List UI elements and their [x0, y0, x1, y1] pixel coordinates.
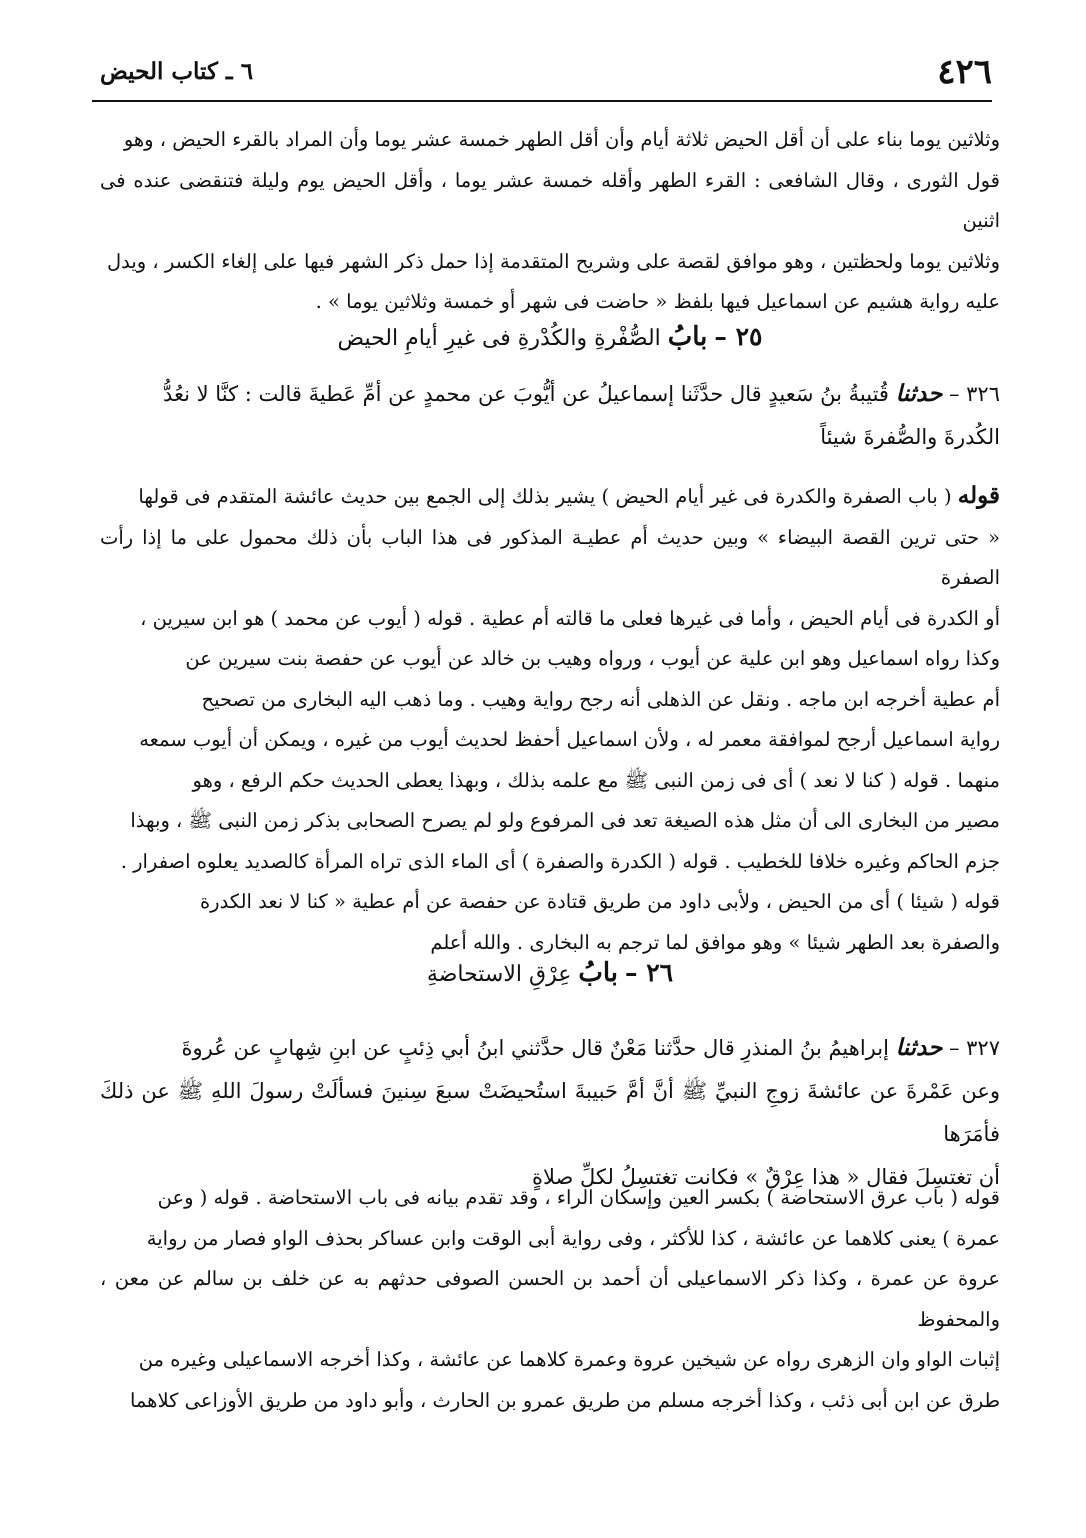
commentary-326: [100, 476, 1000, 963]
text-line: عمرة ) يعنى كلاهما عن عائشة ، كذا للأكثر ، وفى رواية أبى الوقت وابن عساكر بحذف الواو فصار من رواية: [146, 1226, 1000, 1250]
header-rule: [92, 100, 992, 102]
haddathana-label: حدثنا: [895, 380, 943, 407]
hadith-line: الكُدرةَ والصُّفرةَ شيئاً: [820, 425, 1000, 449]
haddathana-label: حدثنا: [895, 1034, 943, 1061]
section-number: ٢٦ –: [625, 958, 674, 987]
text-line: إثبات الواو وان الزهرى رواه عن شيخين عروة وعمرة كلاهما عن عائشة ، وكذا أخرجه الاسماعيلى وغيره من: [138, 1348, 1000, 1371]
section-title: الصُّفْرةِ والكُدْرةِ فى غيرِ أيامِ الحيض: [337, 326, 661, 351]
text-line: عروة عن عمرة ، وكذا ذكر الاسماعيلى أن أحمد بن الحسن الصوفى حدثهم به عن خلف بن سالم عن معن ، والمحفوظ: [100, 1267, 1000, 1331]
text-line: « حتى ترين القصة البيضاء » وبين حديث أم عطيـة المذكور فى هذا الباب بأن ذلك محمول على ما إذا رأت الصفرة: [100, 525, 1000, 589]
hadith-327: [100, 1026, 1000, 1199]
section-number: ٢٥ –: [714, 322, 763, 351]
text-line: أو الكدرة فى أيام الحيض ، وأما فى غيرها فعلى ما قالته أم عطية . قوله ( أيوب عن محمد ) هو ابن سيرين ،: [140, 606, 1000, 630]
text-line: وثلاثين يوما بناء على أن أقل الحيض ثلاثة أيام وأن أقل الطهر خمسة عشر يوما وأن المراد بالقرء الحيض ، وهو: [123, 128, 1000, 151]
text-line: أم عطية أخرجه ابن ماجه . ونقل عن الذهلى أنه رجح رواية وهيب . وما ذهب اليه البخارى من تصحيح: [201, 687, 1000, 711]
hadith-line: [100, 1026, 1000, 1070]
text-segment: ( باب الصفرة والكدرة فى غير أيام الحيض ) يشير بذلك إلى الجمع بين حديث عائشة المتقدم فى قولها: [138, 485, 952, 508]
text-line: قول الثورى ، وقال الشافعى : القرء الطهر وأقله خمسة عشر يوما ، وأقل الحيض يوم وليلة فتنقضى عنده فى اثنين: [100, 168, 1000, 232]
text-line: رواية اسماعيل أرجح لموافقة معمر له ، ولأن اسماعيل أحفظ لحديث أيوب من غيره ، ويمكن أن أيوب سمعه: [139, 728, 1000, 751]
text-line: عليه رواية هشيم عن اسماعيل فيها بلفظ « حاضت فى شهر أو خمسة وثلاثين يوما » .: [315, 290, 1000, 313]
hadith-line: وعن عَمْرةَ عن عائشةَ زوجِ النبيِّ ﷺ أنَّ أمَّ حَبيبةَ استُحيضَتْ سبعَ سِنينَ فسألَتْ رسولَ اللهِ ﷺ عن ذلكَ فأمَرَها: [100, 1079, 1000, 1146]
section-heading-26: [100, 958, 1000, 988]
text-line: قوله ( باب عرق الاستحاضة ) بكسر العين وإسكان الراء ، وقد تقدم بيانه فى باب الاستحاضة . قوله ( وعن: [157, 1186, 1000, 1209]
hadith-line: أن تغتسِلَ فقال « هذا عِرْقٌ » فكانت تغتسِلُ لكلِّ صلاةٍ: [531, 1165, 1000, 1189]
page-number: ٤٢٦: [937, 52, 992, 92]
bab-label: بابُ: [667, 322, 708, 352]
text-line: وثلاثين يوما ولحظتين ، وهو موافق لقصة على وشريح المتقدمة إذا حمل ذكر الشهر فيها على إلغاء الكسر ، ويدل: [106, 249, 1000, 273]
section-title: عِرْقِ الاستحاضةِ: [426, 962, 572, 987]
text-line: طرق عن ابن أبى ذئب ، وكذا أخرجه مسلم من طريق عمرو بن الحارث ، وأبو داود من طريق الأوزاعى كلاهما: [129, 1388, 1000, 1412]
text-line: جزم الحاكم وغيره خلافا للخطيب . قوله ( الكدرة والصفرة ) أى الماء الذى تراه المرأة كالصديد يعلوه اصفرار .: [120, 849, 1000, 873]
commentary-327: [100, 1178, 1000, 1421]
hadith-text: إبراهيمُ بنُ المنذرِ قال حدَّثنا مَعْنٌ قال حدَّثني ابنُ أبي ذِئبٍ عن ابنِ شِهابٍ عن عُروةَ: [181, 1036, 889, 1060]
intro-paragraph: [100, 120, 1000, 323]
bab-label: بابُ: [578, 958, 618, 988]
text-line: مصير من البخارى الى أن مثل هذه الصيغة تعد فى المرفوع ولو لم يصرح الصحابى بذكر زمن النبى ﷺ ، وبهذا: [130, 809, 1000, 832]
book-title: ٦ ـ كتاب الحيض: [100, 58, 254, 85]
hadith-326: [100, 372, 1000, 459]
section-heading-25: [100, 322, 1000, 352]
hadith-line: [100, 372, 1000, 416]
page-header: [92, 52, 992, 98]
qawluh-label: قوله: [957, 482, 1000, 509]
text-line: قوله ( شيئا ) أى من الحيض ، ولأبى داود من طريق قتادة عن حفصة عن أم عطية « كنا لا نعد الكدرة: [199, 890, 1000, 913]
text-line: والصفرة بعد الطهر شيئا » وهو موافق لما ترجم به البخارى . والله أعلم: [430, 930, 1000, 954]
hadith-number: ٣٢٧ –: [948, 1036, 1000, 1060]
text-line: منهما . قوله ( كنا لا نعد ) أى فى زمن النبى ﷺ مع علمه بذلك ، وبهذا يعطى الحديث حكم الرفع ، وهو: [192, 768, 1000, 792]
hadith-number: ٣٢٦ –: [948, 382, 1000, 406]
text-line: [100, 476, 1000, 518]
hadith-text: قُتيبةُ بنُ سَعيدٍ قال حدَّثَنا إسماعيلُ عن أيُّوبَ عن محمدٍ عن أمِّ عَطيةَ قالت : كنَّا لا نعُدُّ: [162, 382, 889, 406]
text-line: وكذا رواه اسماعيل وهو ابن علية عن أيوب ، ورواه وهيب بن خالد عن أيوب عن حفصة بنت سيرين عن: [185, 647, 1000, 670]
